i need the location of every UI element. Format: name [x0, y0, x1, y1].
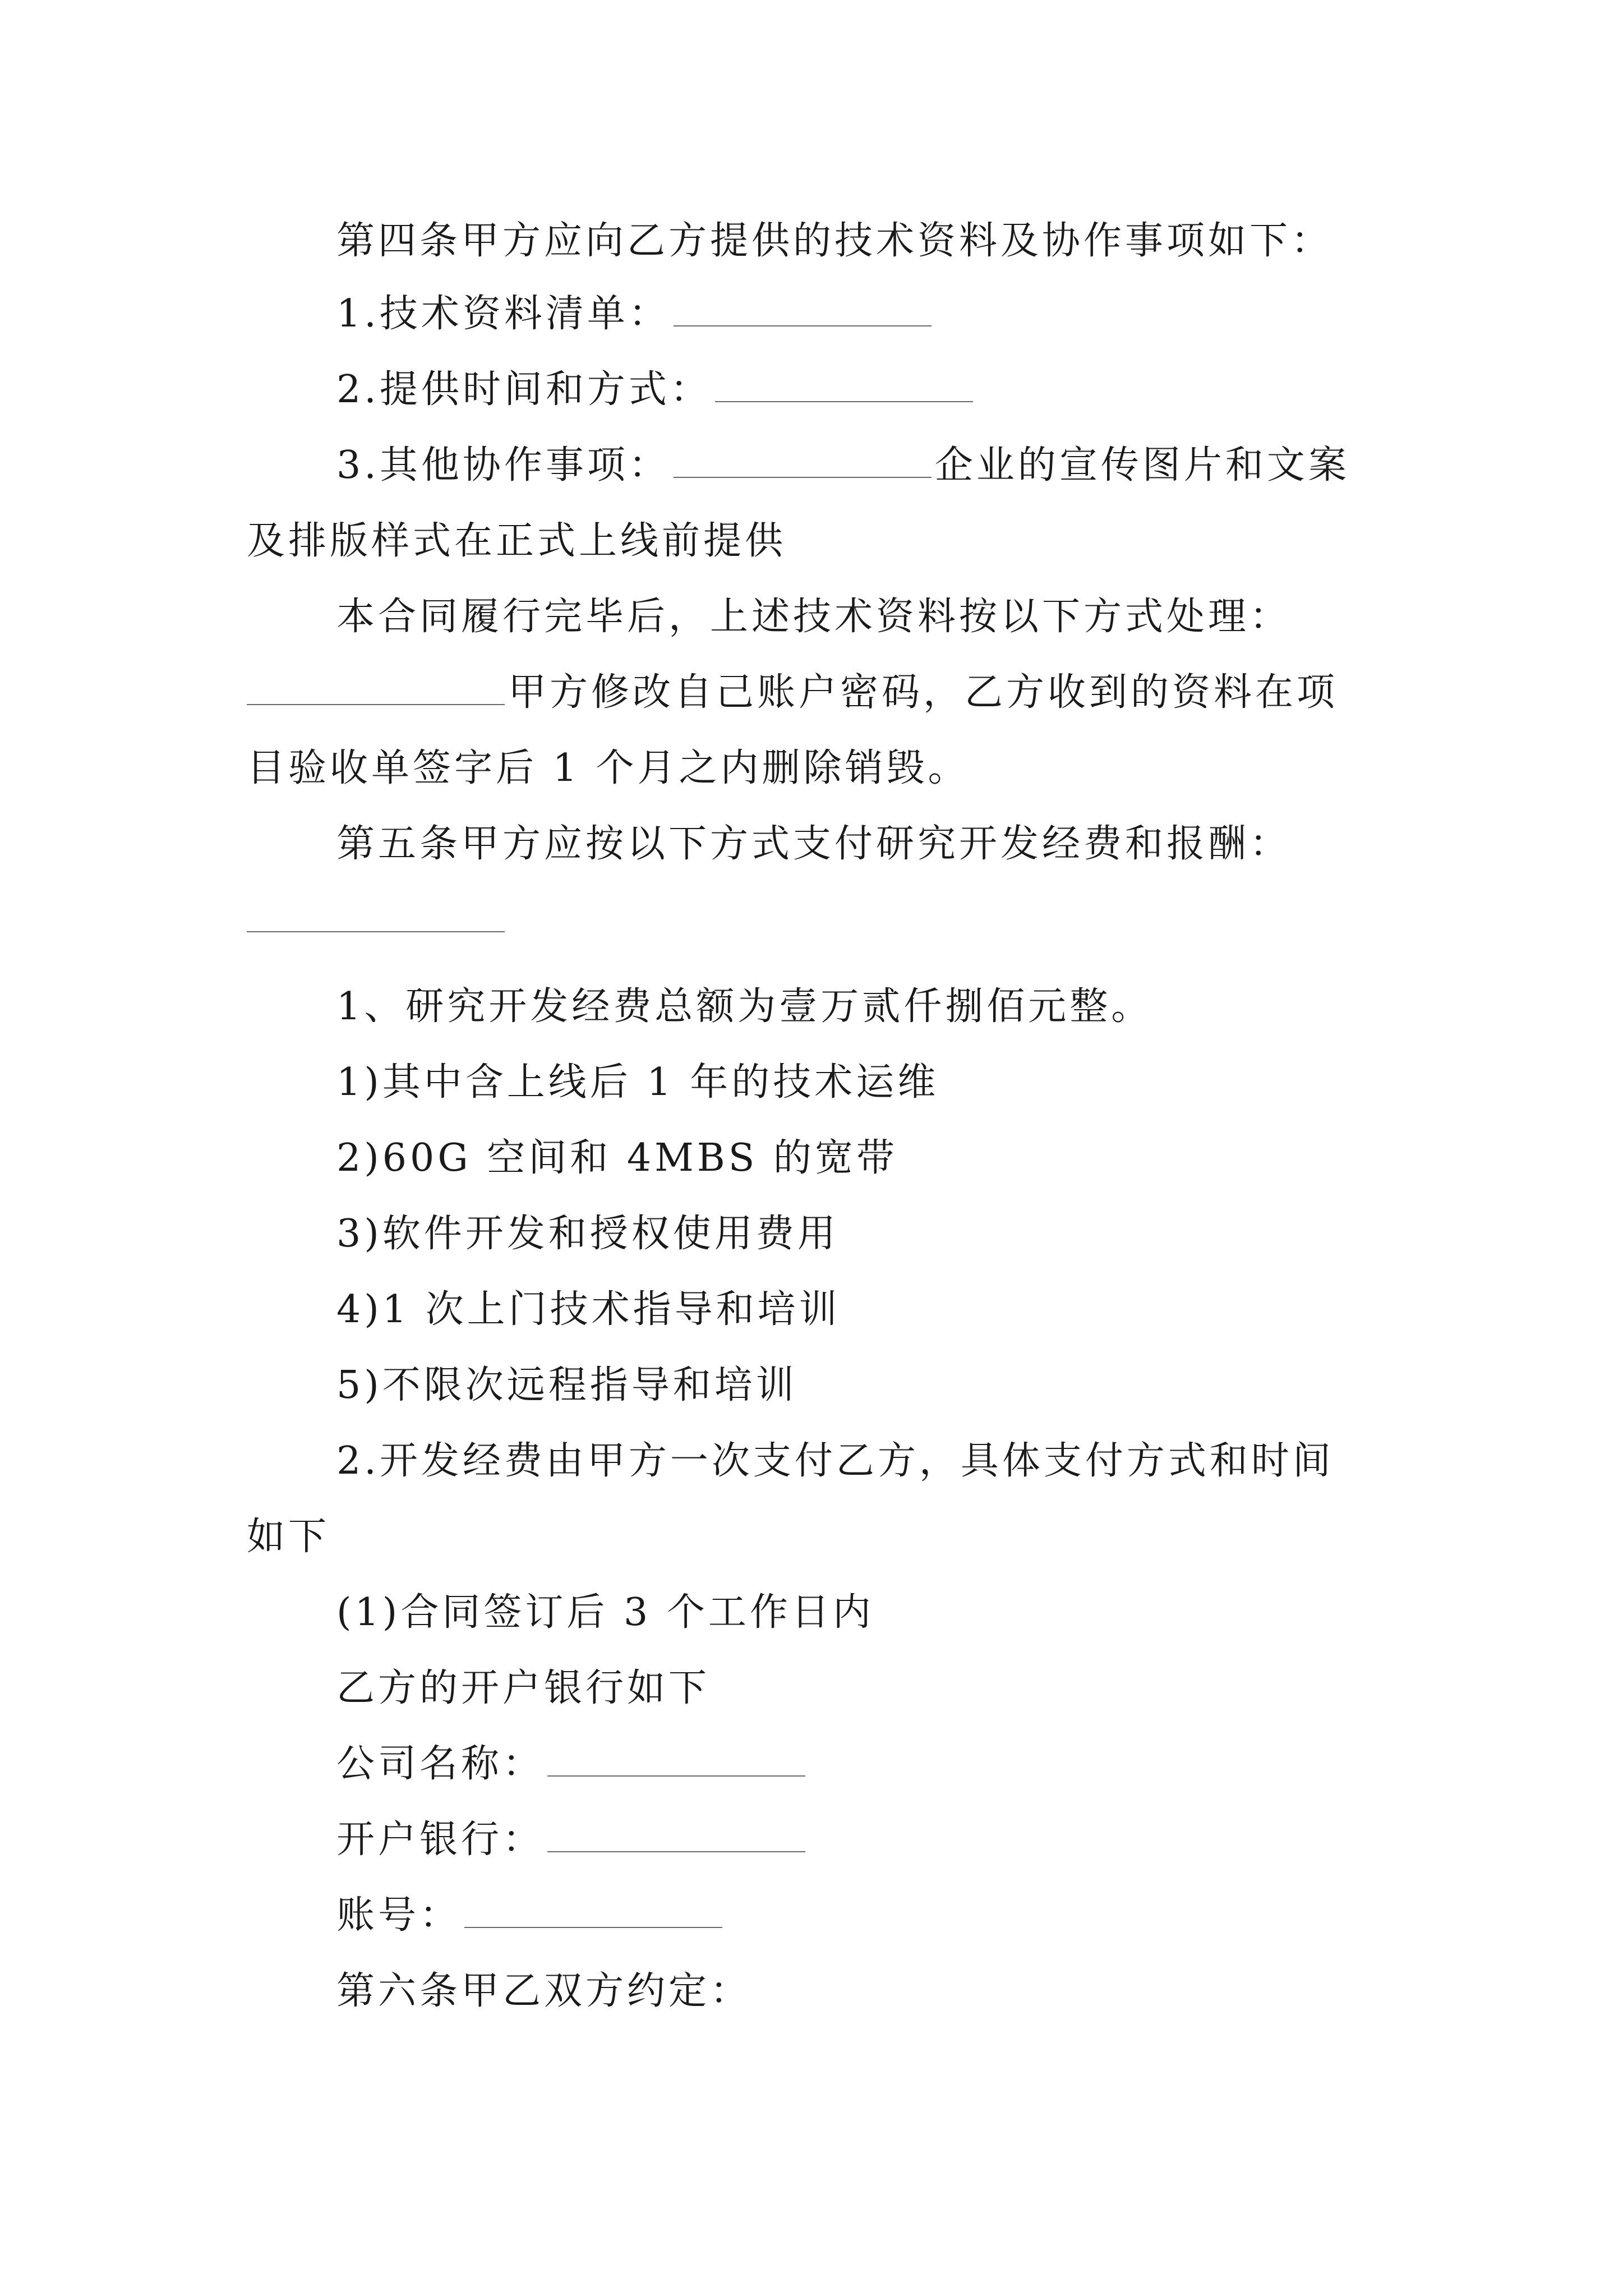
item2-blank [715, 369, 973, 402]
account-label: 账号： [336, 1893, 462, 1938]
account-blank [464, 1894, 722, 1928]
item1-label: 1.技术资料清单： [336, 292, 670, 336]
item3-text-b: 及排版样式在正式上线前提供 [247, 519, 787, 563]
bank-intro: 乙方的开户银行如下 [336, 1666, 711, 1710]
article5-heading: 第五条甲方应按以下方式支付研究开发经费和报酬： [336, 822, 1292, 866]
sub-item-1: 1)其中含上线后 1 年的技术运维 [336, 1060, 939, 1105]
article5-total: 1、研究开发经费总额为壹万贰仟捌佰元整。 [336, 984, 1153, 1029]
handling-text-b: 目验收单签字后 1 个月之内删除销毁。 [247, 746, 970, 790]
bank-label: 开户银行： [336, 1818, 545, 1862]
sub-item-2: 2)60G 空间和 4MBS 的宽带 [336, 1136, 898, 1180]
company-blank [547, 1743, 805, 1777]
article4-item3 [336, 440, 1350, 491]
article4-heading: 第四条甲方应向乙方提供的技术资料及协作事项如下： [336, 219, 1333, 263]
company-name-line [336, 1739, 809, 1789]
handling-blank [247, 671, 505, 705]
company-label: 公司名称： [336, 1742, 545, 1786]
payment-term: (1)合同签订后 3 个工作日内 [336, 1590, 874, 1635]
article4-item2 [336, 365, 976, 415]
account-line [336, 1890, 726, 1941]
item3-blank [674, 444, 932, 478]
handling-line [247, 668, 1338, 718]
article5-blank-line [247, 895, 508, 945]
handling-text-a: 甲方修改自己账户密码，乙方收到的资料在项 [508, 670, 1339, 715]
handling-intro: 本合同履行完毕后，上述技术资料按以下方式处理： [336, 595, 1292, 639]
article6-heading: 第六条甲乙双方约定： [336, 1969, 752, 2013]
bank-line [336, 1815, 809, 1865]
payment-b: 如下 [247, 1515, 330, 1559]
article4-item1 [336, 289, 935, 339]
sub-item-4: 4)1 次上门技术指导和培训 [336, 1287, 841, 1332]
payment-a: 2.开发经费由甲方一次支付乙方，具体支付方式和时间 [336, 1439, 1334, 1483]
bank-blank [547, 1819, 805, 1852]
item2-label: 2.提供时间和方式： [336, 367, 712, 412]
item1-blank [674, 293, 932, 326]
sub-item-5: 5)不限次远程指导和培训 [336, 1363, 797, 1407]
sub-item-3: 3)软件开发和授权使用费用 [336, 1212, 839, 1256]
item3-label: 3.其他协作事项： [336, 443, 670, 487]
item3-text-a: 企业的宣传图片和文案 [934, 443, 1350, 487]
article5-blank [247, 899, 505, 932]
